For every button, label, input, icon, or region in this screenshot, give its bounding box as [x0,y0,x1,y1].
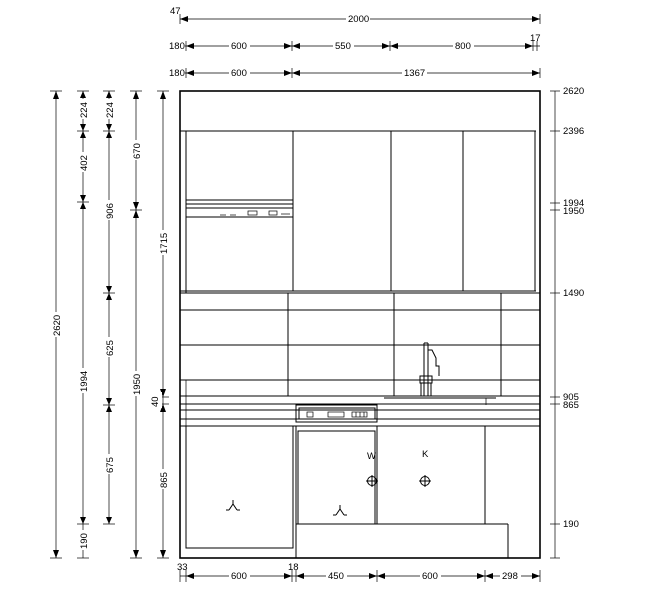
left-dimension-column-5 [150,91,170,558]
door-swing-icon [333,505,347,515]
level-1490: 1490 [563,288,585,299]
built-in-oven [186,208,293,291]
upper-cabinets [180,131,540,293]
dim-40: 40 [150,396,161,407]
bottom-dimension-row [177,562,540,582]
level-865: 865 [563,400,579,411]
level-1994: 1994 [563,198,585,209]
dim-left-2620: 2620 [52,314,63,336]
level-2396: 2396 [563,126,585,137]
dim-600-row3: 600 [231,68,247,79]
dim-675: 675 [105,457,116,473]
fridge-front [377,426,485,524]
dim-bottom-450: 450 [328,571,344,582]
level-1950: 1950 [563,206,585,217]
dim-bottom-600-right: 600 [422,571,438,582]
dim-550: 550 [335,41,351,52]
dim-600-row2: 600 [231,41,247,52]
dim-bottom-298: 298 [502,571,518,582]
fridge-label: K [422,449,429,460]
left-dimension-column-4 [130,91,143,558]
left-dimension-column-3 [103,91,116,524]
dim-1994: 1994 [79,370,90,392]
dim-1950: 1950 [132,373,143,395]
kitchen-elevation [180,91,540,558]
left-dimension-column-2 [77,91,90,558]
dishwasher-control-panel [296,405,377,422]
washer-label: W [367,451,376,462]
dim-670: 670 [132,143,143,159]
wall-outline [180,91,540,558]
level-905: 905 [563,392,579,403]
dim-625: 625 [105,340,116,356]
dim-190: 190 [79,533,90,549]
dim-800: 800 [455,41,471,52]
sink-faucet [380,343,496,405]
door-swing-icon [226,500,240,510]
dim-180-row2: 180 [169,41,185,52]
dim-bottom-18: 18 [288,562,299,573]
level-190: 190 [563,519,579,530]
dim-906: 906 [105,203,116,219]
dim-bottom-600-left: 600 [231,571,247,582]
dim-top-2000: 2000 [348,14,370,25]
dim-17: 17 [530,33,541,44]
dim-bottom-33: 33 [177,562,188,573]
dim-224-col3: 224 [105,102,116,118]
washer-front [296,426,377,524]
dim-1715: 1715 [159,232,170,254]
dim-402: 402 [79,155,90,171]
backsplash [180,293,540,426]
left-dimension-column-1 [50,91,63,558]
dim-224-col2: 224 [79,102,90,118]
top-dimension-row-2 [168,33,541,52]
appliance-symbols [226,449,431,515]
dim-1367: 1367 [404,68,426,79]
top-dimension-row-3 [168,67,540,79]
dim-180-row3: 180 [169,68,185,79]
base-cabinets [186,426,508,558]
right-level-markers [550,86,584,558]
top-dimension-row-1 [170,6,540,25]
dim-865: 865 [159,472,170,488]
dim-top-47: 47 [170,6,181,17]
level-2620: 2620 [563,86,585,97]
